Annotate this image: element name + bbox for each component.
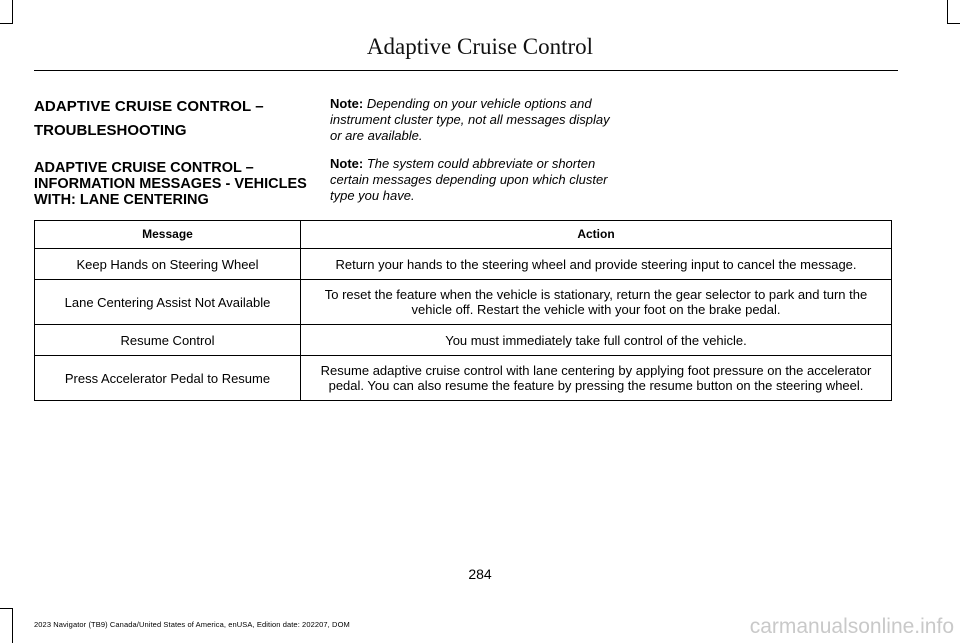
message-cell: Press Accelerator Pedal to Resume xyxy=(35,356,301,401)
left-column xyxy=(34,98,314,208)
crop-mark-bottom-left-h xyxy=(0,608,13,609)
section-heading-line2: TROUBLESHOOTING xyxy=(34,122,187,139)
note-label: Note: xyxy=(330,96,364,111)
note-text: Depending on your vehicle options and instrument cluster type, not all messages display or are available. xyxy=(330,96,610,143)
table-row xyxy=(35,249,892,280)
notes-column xyxy=(330,96,610,216)
messages-table xyxy=(34,220,892,401)
page-header-title: Adaptive Cruise Control xyxy=(366,34,594,59)
edition-footer: 2023 Navigator (TB9) Canada/United States of America, enUSA, Edition date: 202207, DOM xyxy=(34,620,350,629)
table-header-row xyxy=(35,221,892,249)
action-cell: Resume adaptive cruise control with lane centering by applying foot pressure on the accelerator pedal. You can also resume the feature by pressing the resume button on the steering wheel. xyxy=(301,356,892,401)
table-row xyxy=(35,356,892,401)
column-header-message: Message xyxy=(35,221,301,249)
column-header-action: Action xyxy=(301,221,892,249)
crop-mark-bottom-left-v xyxy=(12,608,13,643)
crop-mark-top-right-h xyxy=(947,23,960,24)
action-cell: You must immediately take full control of the vehicle. xyxy=(301,325,892,356)
table-row xyxy=(35,280,892,325)
crop-mark-top-right-v xyxy=(947,0,948,24)
action-cell: Return your hands to the steering wheel and provide steering input to cancel the message. xyxy=(301,249,892,280)
crop-mark-top-left-h xyxy=(0,23,13,24)
message-cell: Keep Hands on Steering Wheel xyxy=(35,249,301,280)
note-text: The system could abbreviate or shorten certain messages depending upon which cluster type you have. xyxy=(330,156,608,203)
watermark: carmanualsonline.info xyxy=(749,615,954,638)
header-divider xyxy=(34,70,898,71)
page-number: 284 xyxy=(468,566,492,582)
crop-mark-top-left-v xyxy=(12,0,13,24)
message-cell: Resume Control xyxy=(35,325,301,356)
note-1 xyxy=(330,96,610,144)
section-heading-line1: ADAPTIVE CRUISE CONTROL – xyxy=(34,98,264,115)
action-cell: To reset the feature when the vehicle is stationary, return the gear selector to park and turn the vehicle off. Restart the vehicle with your foot on the brake pedal. xyxy=(301,280,892,325)
message-cell: Lane Centering Assist Not Available xyxy=(35,280,301,325)
note-2 xyxy=(330,156,610,204)
note-label: Note: xyxy=(330,156,364,171)
subsection-heading: ADAPTIVE CRUISE CONTROL – INFORMATION MESSAGES - VEHICLES WITH: LANE CENTERING xyxy=(34,160,307,208)
table-row xyxy=(35,325,892,356)
